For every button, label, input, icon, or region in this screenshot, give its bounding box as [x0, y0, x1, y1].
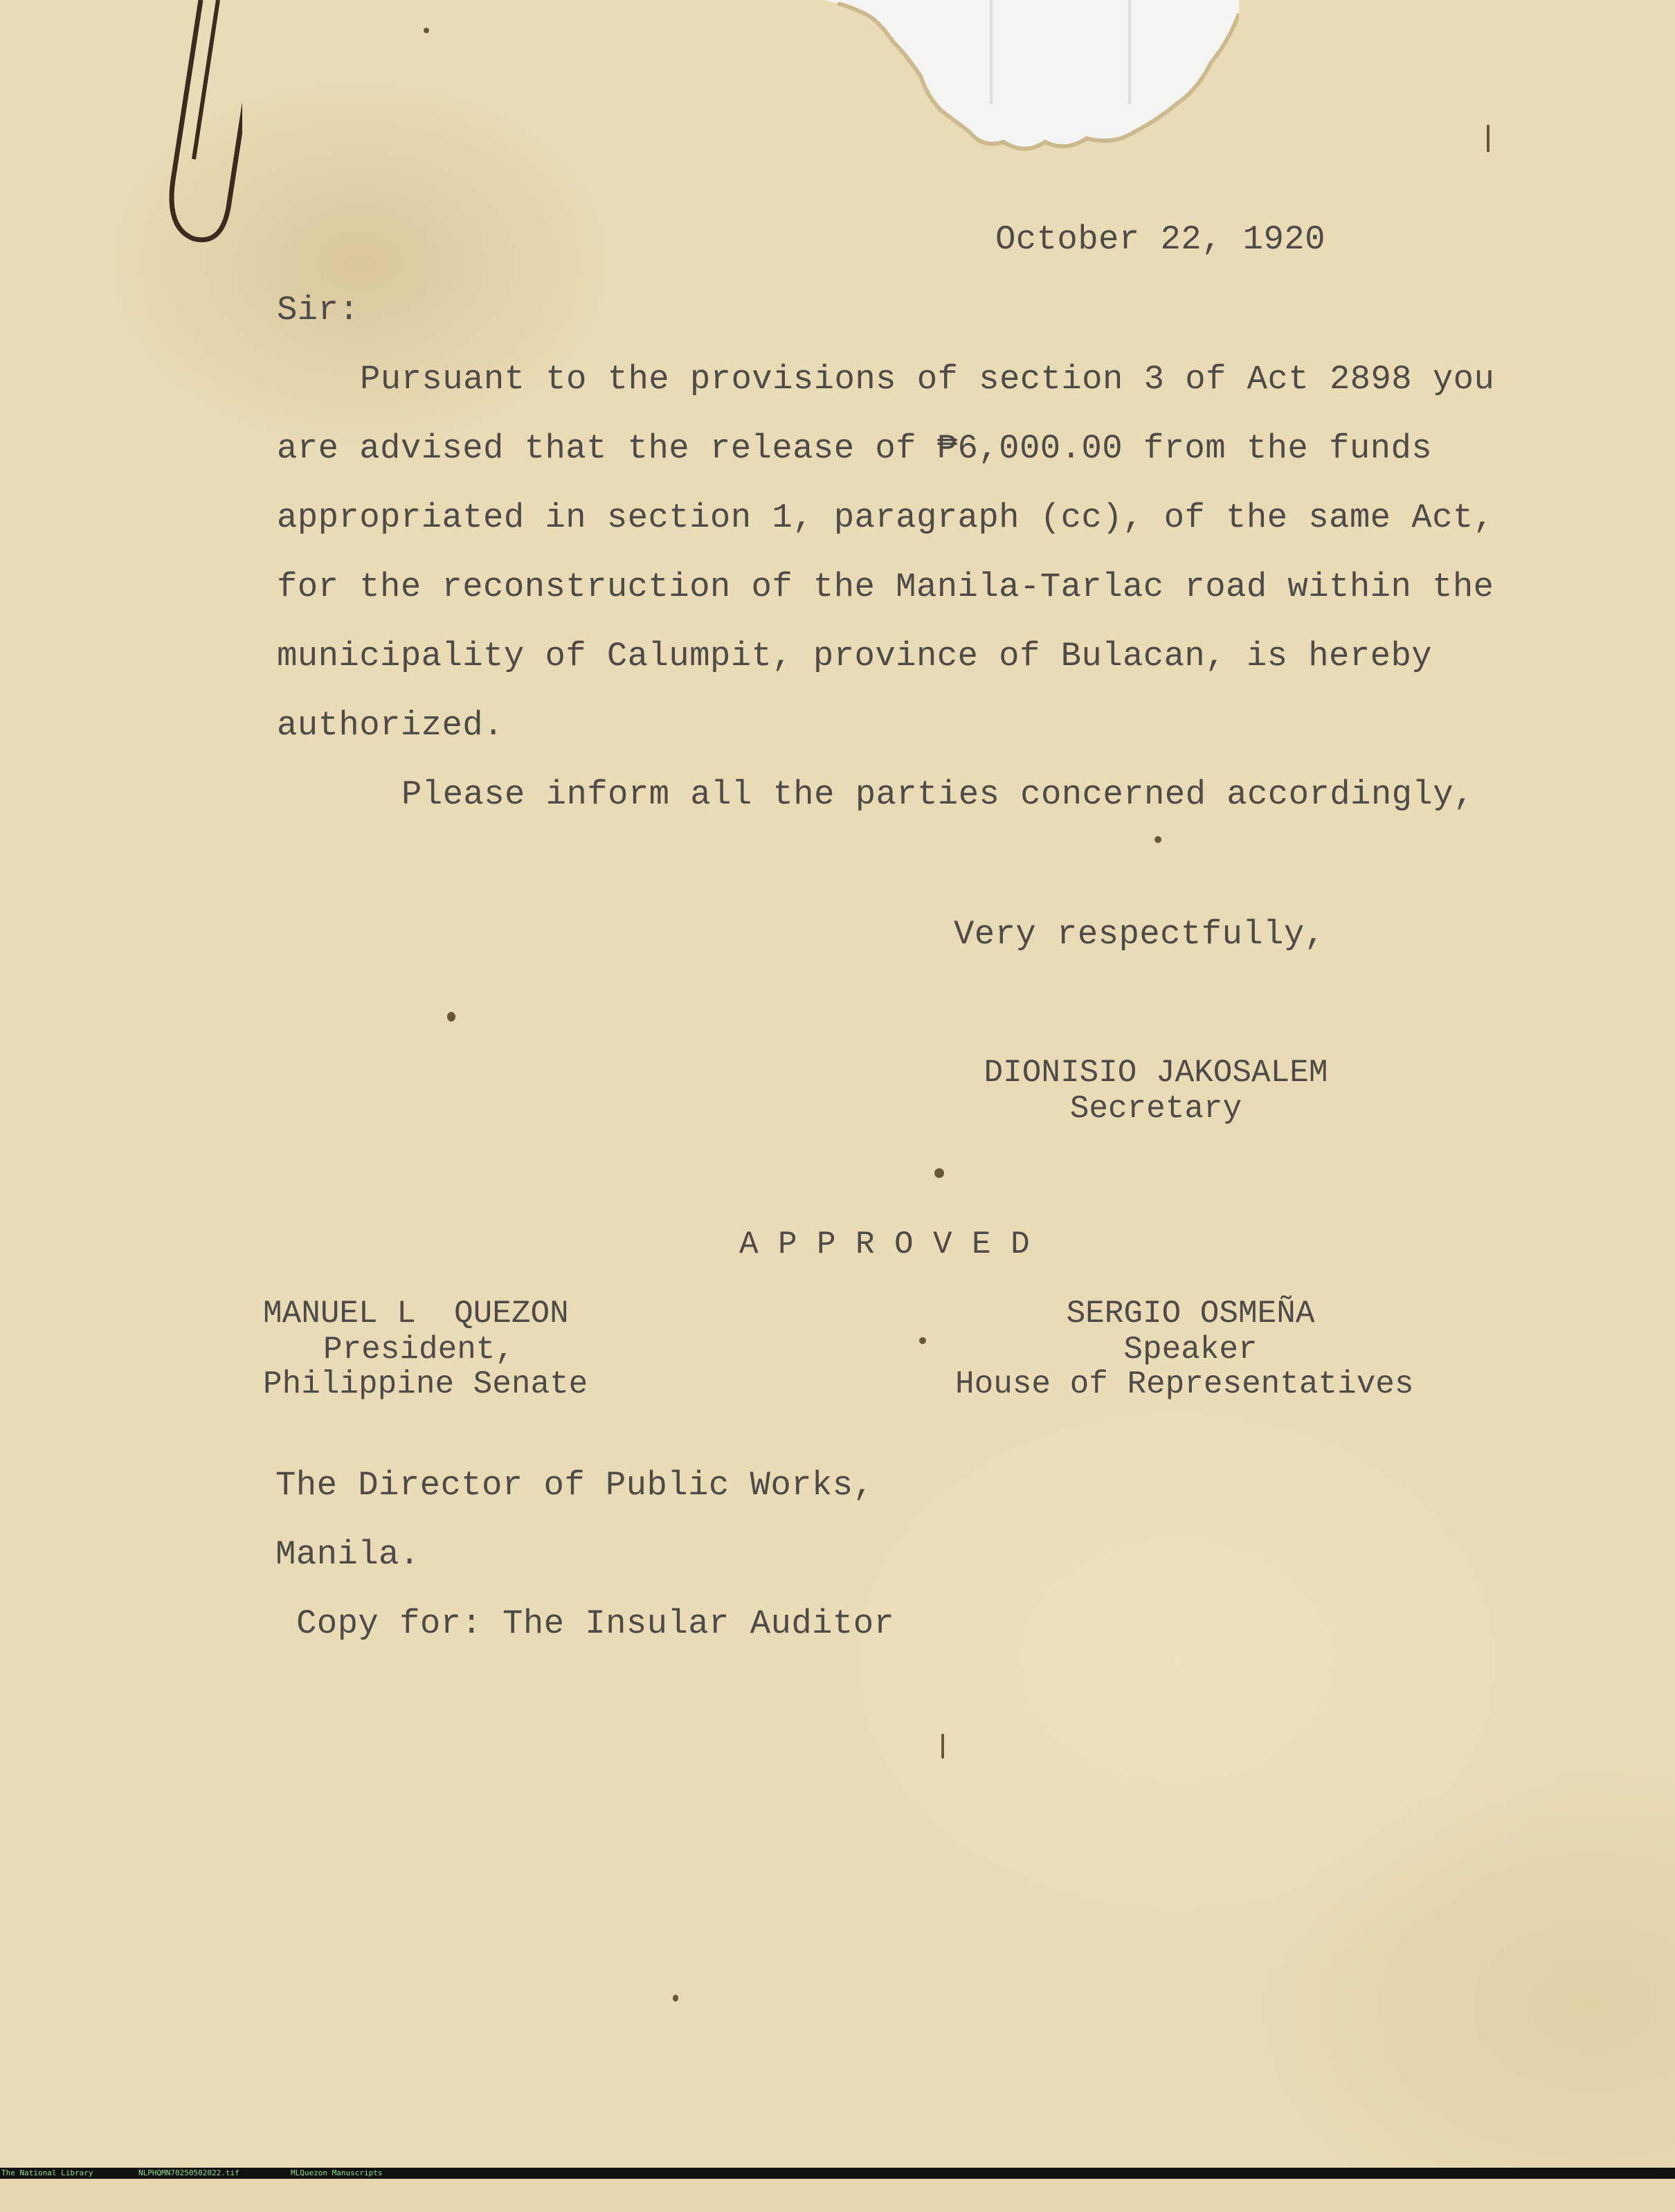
approver-quezon-title: President,	[323, 1332, 515, 1368]
approved-heading: A P P R O V E D	[739, 1226, 1031, 1262]
approver-quezon-body: Philippine Senate	[263, 1366, 588, 1402]
ink-speck	[1155, 836, 1161, 843]
letter-date: October 22, 1920	[995, 220, 1325, 259]
body-line-2: are advised that the release of ₱6,000.00 from the funds	[277, 429, 1433, 468]
approver-osmena-name: SERGIO OSMEÑA	[1066, 1296, 1315, 1332]
footer-library: The National Library	[1, 2168, 93, 2177]
paper-clip-icon	[152, 0, 242, 249]
addressee-line-1: The Director of Public Works,	[275, 1466, 874, 1505]
signer-title: Secretary	[1069, 1091, 1242, 1127]
footer-filename: NLPHQMN70250502022.tif	[138, 2168, 239, 2177]
addressee-line-2: Manila.	[275, 1535, 420, 1574]
approver-osmena-title: Speaker	[1123, 1332, 1258, 1368]
footer-collection: MLQuezon Manuscripts	[291, 2168, 383, 2177]
salutation: Sir:	[277, 291, 360, 329]
body-line-6: authorized.	[277, 706, 504, 745]
signer-name: DIONISIO JAKOSALEM	[984, 1055, 1328, 1091]
archive-footer	[0, 2168, 1675, 2179]
ink-mark	[941, 1734, 944, 1759]
torn-edge	[824, 0, 1239, 159]
ink-speck	[673, 1995, 678, 2002]
ink-speck	[424, 28, 429, 33]
body-line-1: Pursuant to the provisions of section 3 of Act 2898 you	[360, 360, 1495, 399]
body-line-4: for the reconstruction of the Manila-Tarlac road within the	[277, 568, 1494, 606]
approver-quezon-name: MANUEL L QUEZON	[263, 1296, 569, 1332]
request-line: Please inform all the parties concerned accordingly,	[401, 775, 1474, 814]
approver-osmena-body: House of Representatives	[955, 1366, 1414, 1402]
body-line-3: appropriated in section 1, paragraph (cc), of the same Act,	[277, 498, 1494, 537]
closing: Very respectfully,	[954, 915, 1325, 954]
ink-mark	[1487, 125, 1490, 152]
ink-speck	[934, 1168, 944, 1178]
ink-speck	[447, 1012, 455, 1022]
ink-speck	[919, 1337, 926, 1344]
body-line-5: municipality of Calumpit, province of Bulacan, is hereby	[277, 637, 1433, 676]
copy-for: Copy for: The Insular Auditor	[296, 1604, 895, 1643]
